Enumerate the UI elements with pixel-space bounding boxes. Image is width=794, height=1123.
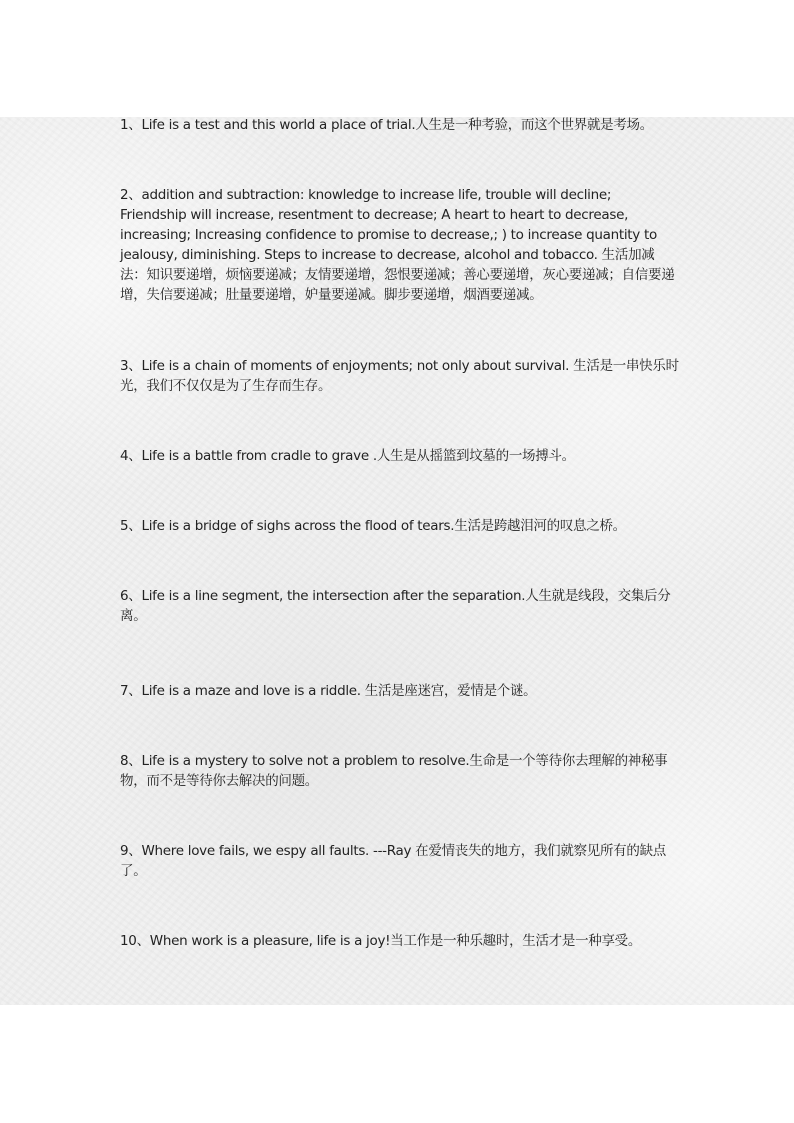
quote-item bbox=[120, 931, 680, 951]
quote-text: addition and subtraction: knowledge to increase life, trouble will decline; Friendship will increase, resentment to decrease; A heart to heart to decrease, increasing; Increasing confidence to promise to decrease,; ) to increase quantity to jealousy, diminishing. Steps to increase to decrease, alcohol and tobacco. 生活加减法：知识要递增，烦恼要递减；友情要递增，怨恨要递减；善心要递增，灰心要递减；自信要递增，失信要递减；肚量要递增，妒量要递减。脚步要递增，烟酒要递减。 bbox=[120, 187, 675, 303]
quote-text: Life is a maze and love is a riddle. 生活是座迷宫，爱情是个谜。 bbox=[141, 683, 537, 699]
quote-item bbox=[120, 356, 680, 396]
quote-item bbox=[120, 586, 680, 626]
quote-item bbox=[120, 185, 680, 305]
quote-text: Life is a line segment, the intersection after the separation.人生就是线段，交集后分离。 bbox=[120, 588, 671, 624]
quote-text: When work is a pleasure, life is a joy!当工作是一种乐趣时，生活才是一种享受。 bbox=[149, 933, 642, 949]
quote-text: Life is a test and this world a place of trial.人生是一种考验，而这个世界就是考场。 bbox=[141, 117, 653, 133]
quote-text: Where love fails, we espy all faults. ---Ray 在爱情丧失的地方，我们就察见所有的缺点了。 bbox=[120, 843, 666, 879]
quote-text: Life is a mystery to solve not a problem to resolve.生命是一个等待你去理解的神秘事物，而不是等待你去解决的问题。 bbox=[120, 753, 668, 789]
quote-text: Life is a chain of moments of enjoyments; not only about survival. 生活是一串快乐时光，我们不仅仅是为了生存而生存。 bbox=[120, 358, 679, 394]
quote-number: 2、 bbox=[120, 187, 142, 203]
quote-text: Life is a bridge of sighs across the flood of tears.生活是跨越泪河的叹息之桥。 bbox=[141, 518, 626, 534]
quote-number: 4、 bbox=[120, 448, 142, 464]
quote-item bbox=[120, 446, 680, 466]
quote-item bbox=[120, 681, 680, 701]
quote-item bbox=[120, 841, 680, 881]
quote-number: 6、 bbox=[120, 588, 142, 604]
quote-number: 7、 bbox=[120, 683, 142, 699]
quote-text: Life is a battle from cradle to grave .人生是从摇篮到坟墓的一场搏斗。 bbox=[141, 448, 575, 464]
quote-number: 3、 bbox=[120, 358, 142, 374]
quote-item bbox=[120, 751, 680, 791]
quote-item bbox=[120, 516, 680, 536]
quote-number: 9、 bbox=[120, 843, 142, 859]
quote-number: 5、 bbox=[120, 518, 142, 534]
quote-number: 8、 bbox=[120, 753, 142, 769]
quote-number: 1、 bbox=[120, 117, 142, 133]
quote-list bbox=[120, 115, 680, 951]
quote-number: 10、 bbox=[120, 933, 150, 949]
quote-item bbox=[120, 115, 680, 135]
